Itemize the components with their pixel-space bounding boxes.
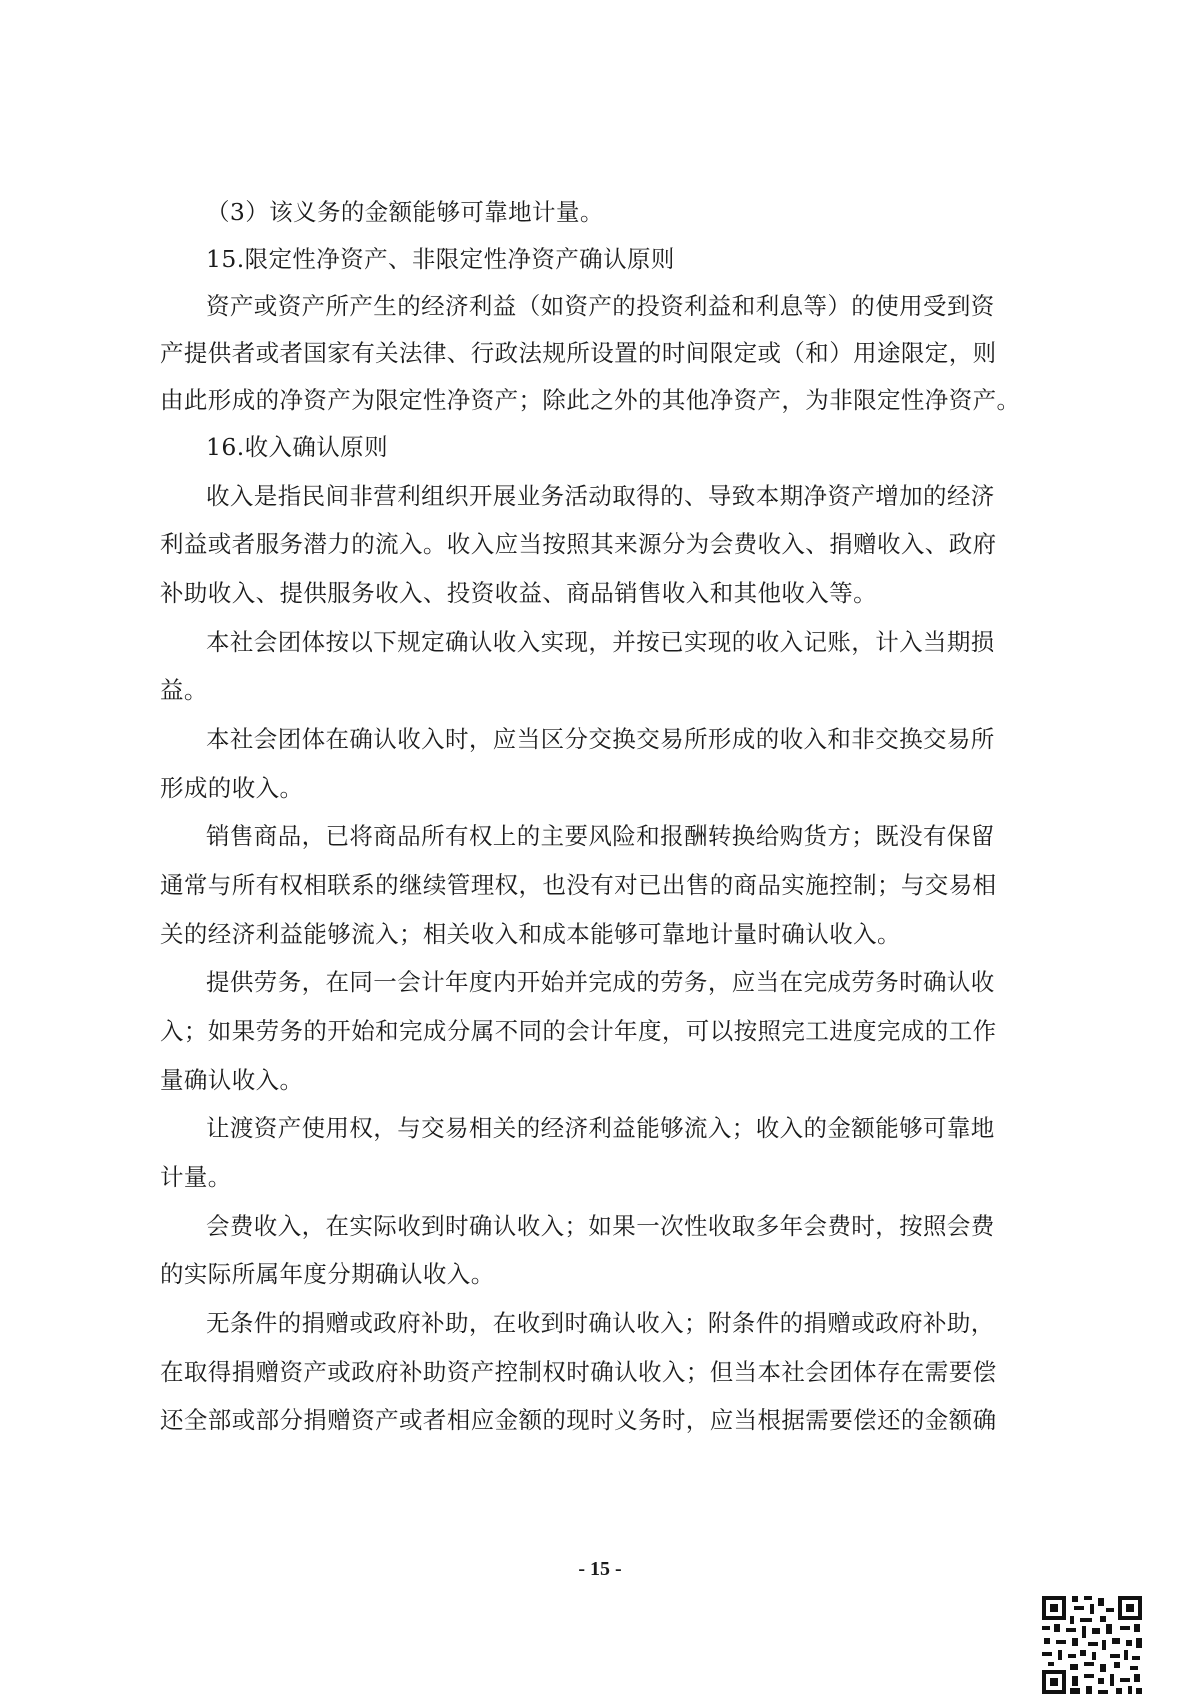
text-line: 无条件的捐赠或政府补助，在收到时确认收入；附条件的捐赠或政府补助， <box>206 1309 995 1337</box>
text-line: 会费收入，在实际收到时确认收入；如果一次性收取多年会费时，按照会费 <box>206 1212 995 1240</box>
text-line: 由此形成的净资产为限定性净资产；除此之外的其他净资产，为非限定性净资产。 <box>160 386 1021 414</box>
text-line: 销售商品，已将商品所有权上的主要风险和报酬转换给购货方；既没有保留 <box>206 822 995 850</box>
text-line: 量确认收入。 <box>160 1066 304 1094</box>
section-heading: 15.限定性净资产、非限定性净资产确认原则 <box>206 245 675 273</box>
text-line: 在取得捐赠资产或政府补助资产控制权时确认收入；但当本社会团体存在需要偿 <box>160 1358 997 1386</box>
text-line: 益。 <box>160 676 208 704</box>
text-line: 本社会团体按以下规定确认收入实现，并按已实现的收入记账，计入当期损 <box>206 628 995 656</box>
text-line: 通常与所有权相联系的继续管理权，也没有对已出售的商品实施控制；与交易相 <box>160 871 997 899</box>
text-line: 补助收入、提供服务收入、投资收益、商品销售收入和其他收入等。 <box>160 579 877 607</box>
text-line: 计量。 <box>160 1163 232 1191</box>
text-line: 提供劳务，在同一会计年度内开始并完成的劳务，应当在完成劳务时确认收 <box>206 968 995 996</box>
text-line: 收入是指民间非营利组织开展业务活动取得的、导致本期净资产增加的经济 <box>206 482 995 510</box>
text-line: 产提供者或者国家有关法律、行政法规所设置的时间限定或（和）用途限定，则 <box>160 339 997 367</box>
text-line: 关的经济利益能够流入；相关收入和成本能够可靠地计量时确认收入。 <box>160 920 901 948</box>
text-line: 本社会团体在确认收入时，应当区分交换交易所形成的收入和非交换交易所 <box>206 725 995 753</box>
text-line: 入；如果劳务的开始和完成分属不同的会计年度，可以按照完工进度完成的工作 <box>160 1017 997 1045</box>
text-line: 让渡资产使用权，与交易相关的经济利益能够流入；收入的金额能够可靠地 <box>206 1114 995 1142</box>
text-line: 的实际所属年度分期确认收入。 <box>160 1260 495 1288</box>
text-line: 还全部或部分捐赠资产或者相应金额的现时义务时，应当根据需要偿还的金额确 <box>160 1406 997 1434</box>
text-line: 资产或资产所产生的经济利益（如资产的投资利益和利息等）的使用受到资 <box>206 292 995 320</box>
text-line: 利益或者服务潜力的流入。收入应当按照其来源分为会费收入、捐赠收入、政府 <box>160 530 997 558</box>
qr-code-icon <box>1040 1594 1144 1696</box>
text-line: 形成的收入。 <box>160 774 304 802</box>
page-number: - 15 - <box>578 1558 622 1580</box>
text-line: （3）该义务的金额能够可靠地计量。 <box>206 198 604 226</box>
section-heading: 16.收入确认原则 <box>206 433 388 461</box>
